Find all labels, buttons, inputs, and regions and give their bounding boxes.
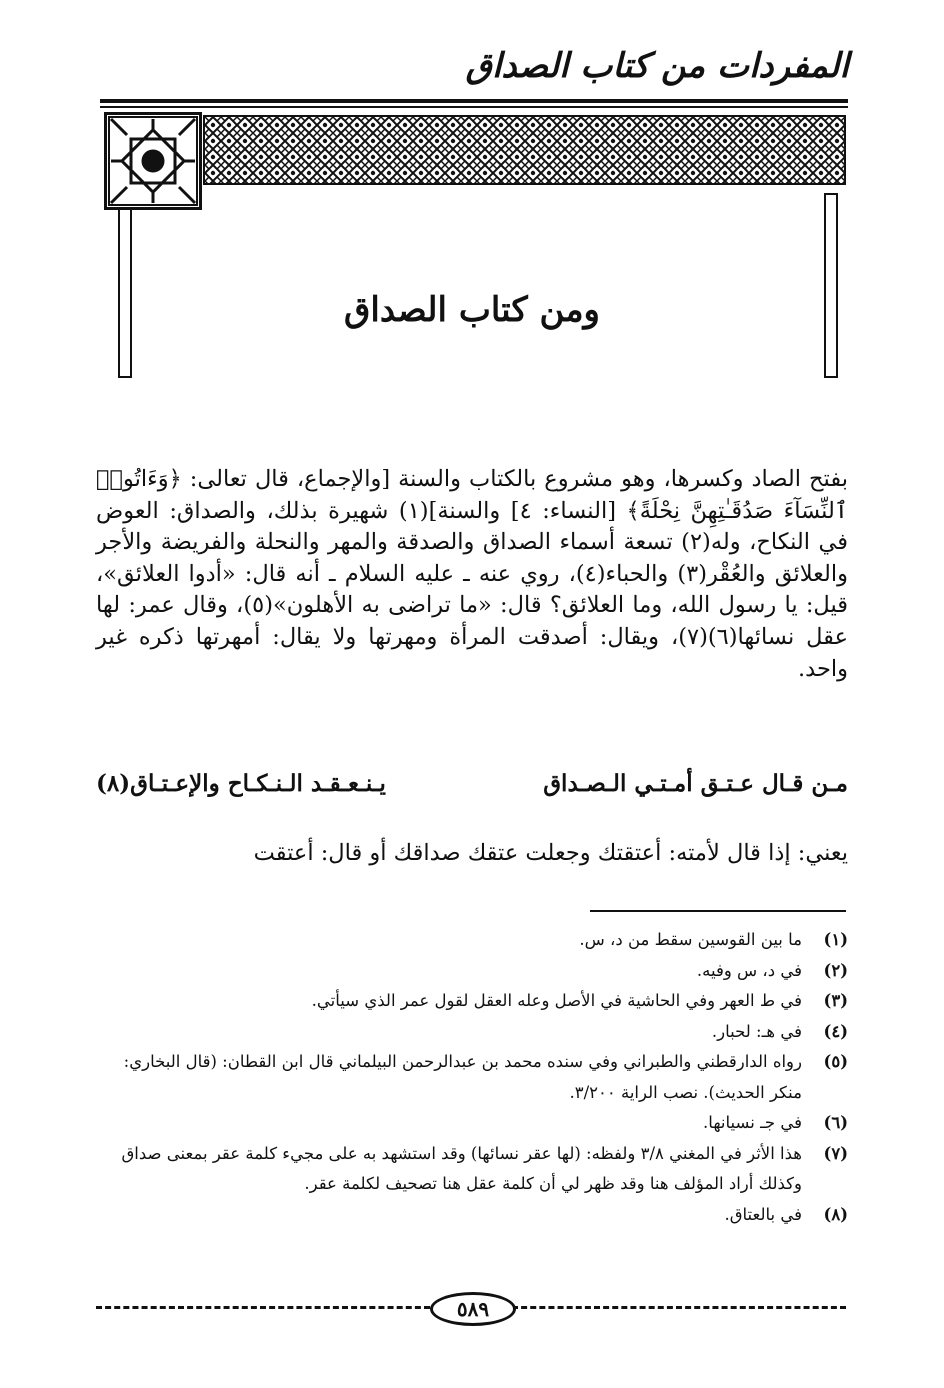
continuation-line: يعني: إذا قال لأمته: أعتقتك وجعلت عتقك صداقك أو قال: أعتقت — [253, 840, 848, 866]
frame-post-right — [824, 193, 838, 378]
footnote-number: (٣) — [823, 991, 848, 1010]
section-subheading — [96, 770, 848, 797]
footnotes — [96, 925, 848, 1230]
footnote-4 — [96, 1017, 848, 1048]
footnote-number: (٧) — [823, 1143, 848, 1163]
footnote-number: (١) — [823, 930, 848, 949]
frame-post-left — [118, 208, 132, 378]
footnote-number: (٤) — [823, 1021, 848, 1041]
footnote-number: (٢) — [823, 960, 848, 980]
footnote-text: رواه الدارقطني والطبراني وفي سنده محمد بن عبدالرحمن البيلماني قال ابن القطان: (قال البخاري: منكر الحديث). نصب الراية ٣/٢٠٠. — [123, 1052, 802, 1102]
footnote-text: في بالعتاق. — [724, 1204, 802, 1224]
footnote-text: هذا الأثر في المغني ٣/٨ ولفظه: (لها عقر نسائها) وقد استشهد به على مجيء كلمة عقر بمعنى صداق وكذلك أراد المؤلف هنا وقد ظهر لي أن كلمة عقل هنا تصحيف لكلمة عقر. — [121, 1143, 802, 1193]
footnote-text: في ط العهر وفي الحاشية في الأصل وعله العقل لقول عمر الذي سيأتي. — [311, 991, 802, 1010]
footnote-1 — [96, 925, 848, 956]
subheading-right: مـن قـال عـتـق أمـتـي الـصـداق — [543, 770, 848, 797]
subheading-left: يـنـعـقـد الـنـكـاح والإعـتـاق(٨) — [96, 770, 386, 797]
footnote-text: ما بين القوسين سقط من د، س. — [579, 930, 802, 949]
footnote-text: في جـ نسيانها. — [703, 1113, 802, 1132]
footnote-number: (٥) — [823, 1052, 848, 1071]
footnote-7 — [96, 1139, 848, 1200]
footer-dash-right — [512, 1306, 846, 1309]
footnote-8 — [96, 1200, 848, 1231]
star-ornament-icon — [107, 115, 199, 207]
footnote-3 — [96, 986, 848, 1017]
header-rule-thick — [100, 99, 848, 103]
footnote-text: في هـ: لحبار. — [711, 1021, 802, 1041]
body-text — [96, 464, 848, 685]
running-header: المفردات من كتاب الصداق — [465, 46, 849, 86]
chapter-title: ومن كتاب الصداق — [344, 290, 600, 330]
footer-dash-left — [96, 1306, 430, 1309]
footnote-2 — [96, 956, 848, 987]
footnote-5 — [96, 1047, 848, 1108]
page-number: ٥٨٩ — [430, 1292, 516, 1326]
footnote-number: (٨) — [823, 1204, 848, 1224]
footnote-6 — [96, 1108, 848, 1139]
footnote-text: في د، س وفيه. — [696, 960, 802, 980]
footnote-number: (٦) — [823, 1113, 848, 1132]
lattice-pattern — [205, 117, 844, 183]
header-rule-thin — [100, 106, 848, 108]
lattice-band — [203, 115, 846, 185]
footnote-rule — [590, 910, 846, 912]
body-paragraph: بفتح الصاد وكسرها، وهو مشروع بالكتاب والسنة [والإجماع، قال تعالى: ﴿وَءَاتُوا۟ ٱلنِّسَآءَ صَدُقَـٰتِهِنَّ نِحْلَةً﴾ [النساء: ٤] والسنة](١) شهيرة بذلك، والصداق: العوض في النكاح، وله(٢) تسعة أسماء الصداق والصدقة والمهر والنحلة والفريضة والأجر والعلائق والعُقْر(٣) والحباء(٤)، روي عنه ـ عليه السلام ـ أنه قال: «أدوا العلائق»، قيل: يا رسول الله، وما العلائق؟ قال: «ما تراضى به الأهلون»(٥)، وقال عمر: لها عقل نسائها(٦)(٧)، ويقال: أصدقت المرأة ومهرتها ولا يقال: أمهرتها ذكره غير واحد. — [96, 466, 849, 682]
corner-ornament — [104, 112, 202, 210]
